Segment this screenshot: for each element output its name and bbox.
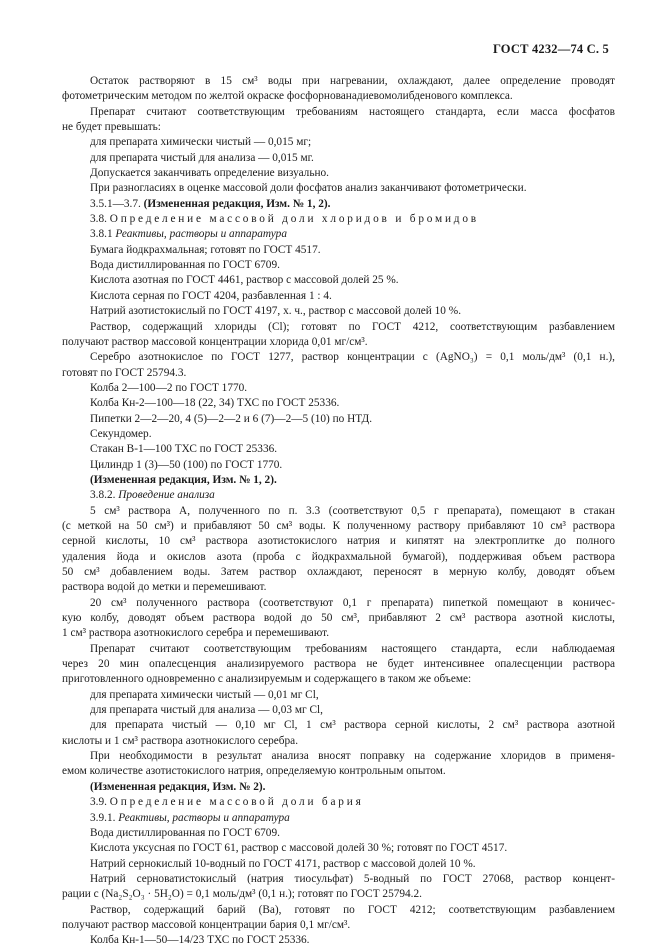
norm-item: для препарата чистый — 0,10 мг Cl, 1 см³ раствора серной кислоты, 2 см³ раствора азотной	[90, 719, 615, 732]
paragraph-line: При разногласиях в оценке массовой доли фосфатов анализ заканчивают фотометрически.	[90, 182, 527, 195]
page-header: ГОСТ 4232—74 С. 5	[492, 42, 609, 56]
reagent-item: Натрий серноватистокислый (натрия тиосульфат) 5-водный по ГОСТ 27068, раствор концент-	[90, 872, 615, 885]
paragraph-line: кислоты и 1 см³ раствора азотнокислого серебра.	[62, 734, 299, 747]
paragraph-line: для препарата чистый для анализа — 0,015 мг.	[90, 151, 314, 164]
reagent-item: Кислота серная по ГОСТ 4204, разбавленная 1 : 4.	[90, 289, 332, 302]
paragraph-line: серной кислоты, 10 см³ раствора азотистокислого натрия и кипятят на электроплитке до полного	[62, 535, 615, 548]
apparatus-item: Колба Кн-2—100—18 (22, 34) ТХС по ГОСТ 25336.	[90, 397, 340, 410]
section-title: Определение массовой доли хлоридов и бромидов	[109, 213, 479, 226]
subsection-heading	[62, 811, 615, 826]
paragraph-line: фотометрическим методом по желтой окраске фосфорнованадиевомолибденового комплекса.	[62, 90, 513, 103]
apparatus-item: Секундомер.	[90, 427, 152, 440]
apparatus-item: Колба 2—100—2 по ГОСТ 1770.	[90, 381, 248, 394]
subsection-heading	[62, 227, 615, 242]
section-heading	[62, 795, 615, 810]
subsection-title: Реактивы, растворы и аппаратура	[118, 811, 290, 824]
paragraph-line: через 20 мин опалесценция анализируемого раствора не будет интенсивнее опалесценции раствора	[62, 658, 615, 671]
reagent-item: Вода дистиллированная по ГОСТ 6709.	[90, 259, 280, 272]
clause-number: 3.5.1—3.7.	[90, 197, 141, 210]
paragraph-line: получают раствор массовой концентрации бария 0,1 мг/см³.	[62, 918, 351, 931]
amendment-note: (Измененная редакция, Изм. № 1, 2).	[90, 473, 277, 486]
apparatus-item: Цилиндр 1 (3)—50 (100) по ГОСТ 1770.	[90, 458, 283, 471]
paragraph-line: Препарат считают соответствующим требованиям настоящего стандарта, если наблюдаемая	[90, 642, 615, 655]
amendment-note: (Измененная редакция, Изм. № 2).	[90, 780, 266, 793]
amendment-note: (Измененная редакция, Изм. № 1, 2).	[143, 197, 331, 210]
paragraph-line: не будет превышать:	[62, 121, 161, 134]
subsection-title: Реактивы, растворы и аппаратура	[115, 228, 287, 241]
reagent-item: Вода дистиллированная по ГОСТ 6709.	[90, 826, 280, 839]
reagent-item: Кислота азотная по ГОСТ 4461, раствор с массовой долей 25 %.	[90, 274, 399, 287]
paragraph-line: кую колбу, доводят объем раствора водой до 50 см³, прибавляют 2 см³ раствора азотной кислоты,	[62, 612, 615, 625]
section-heading	[62, 212, 615, 227]
section-number: 3.8.	[90, 213, 107, 226]
paragraph-line: При необходимости в результат анализа вносят поправку на содержание хлоридов в применя-	[90, 750, 615, 763]
document-body	[62, 74, 615, 949]
apparatus-item: Пипетки 2—2—20, 4 (5)—2—2 и 6 (7)—2—5 (10) по НТД.	[90, 412, 373, 425]
reagent-item: Бумага йодкрахмальная; готовят по ГОСТ 4517.	[90, 243, 321, 256]
paragraph-line: Препарат считают соответствующим требованиям настоящего стандарта, если масса фосфатов	[90, 105, 615, 118]
paragraph-line: Раствор, содержащий барий (Ва), готовят по ГОСТ 4212; соответствующим разбавлением	[90, 903, 615, 916]
norm-item: для препарата химически чистый — 0,01 мг Cl,	[90, 688, 319, 701]
paragraph-line: 50 см³ добавлением воды. Затем раствор охлаждают, переносят в мерную колбу, доводят объем	[62, 566, 615, 578]
reagent-item: Кислота уксусная по ГОСТ 61, раствор с массовой долей 30 %; готовят по ГОСТ 4517.	[90, 842, 508, 855]
paragraph-line: 1 см³ раствора азотнокислого серебра и перемешивают.	[62, 627, 330, 640]
paragraph-line: приготовленного одновременно с анализируемым и содержащего в таком же объеме:	[62, 673, 472, 686]
subsection-number: 3.9.1.	[90, 811, 116, 824]
paragraph-line: Раствор, содержащий хлориды (Cl); готовят по ГОСТ 4212, соответствующим разбавлением	[90, 320, 615, 333]
paragraph-line: готовят по ГОСТ 25794.3.	[62, 366, 187, 379]
paragraph-line: Остаток растворяют в 15 см³ воды при нагревании, охлаждают, далее определение проводят	[90, 75, 615, 87]
reagent-item: Натрий азотистокислый по ГОСТ 4197, х. ч., раствор с массовой долей 10 %.	[90, 305, 462, 318]
section-number: 3.9.	[90, 796, 107, 809]
paragraph-line: Допускается заканчивать определение визуально.	[90, 167, 329, 180]
paragraph-line: рации с (Na₂S₂O₃ · 5H₂O) = 0,1 моль/дм³ (0,1 н.); готовят по ГОСТ 25794.2.	[62, 888, 422, 901]
paragraph-line: раствора водой до метки и перемешивают.	[62, 581, 267, 594]
paragraph-line: Серебро азотнокислое по ГОСТ 1277, раствор концентрации с (AgNO₃) = 0,1 моль/дм³ (0,1 н.),	[90, 351, 615, 364]
apparatus-item: Колба Кн-1—50—14/23 ТХС по ГОСТ 25336.	[90, 934, 310, 947]
subsection-heading	[62, 488, 615, 503]
paragraph-line: удаления йода и окислов азота (проба с йодкрахмальной бумагой), поддерживая объем раствора	[62, 550, 615, 563]
paragraph-line: получают раствор массовой концентрации хлорида 0,01 мг/см³.	[62, 335, 368, 348]
subsection-number: 3.8.1	[90, 228, 113, 241]
section-title: Определение массовой доли бария	[109, 796, 364, 809]
subsection-title: Проведение анализа	[118, 489, 215, 502]
paragraph-line: емом количестве азотистокислого натрия, определяемую контрольным опытом.	[62, 765, 446, 778]
subsection-number: 3.8.2.	[90, 489, 116, 502]
amendment-line	[62, 197, 615, 212]
apparatus-item: Стакан В-1—100 ТХС по ГОСТ 25336.	[90, 443, 278, 456]
reagent-item: Натрий сернокислый 10-водный по ГОСТ 4171, раствор с массовой долей 10 %.	[90, 857, 476, 870]
norm-item: для препарата чистый для анализа — 0,03 мг Cl,	[90, 704, 323, 717]
paragraph-line: для препарата химически чистый — 0,015 мг;	[90, 136, 312, 149]
paragraph-line: 20 см³ полученного раствора (соответствуют 0,1 г препарата) пипеткой помещают в коничес-	[90, 596, 615, 609]
paragraph-line: 5 см³ раствора А, полученного по п. 3.3 (соответствуют 0,5 г препарата), помещают в стакан	[90, 504, 615, 517]
paragraph-line: (с меткой на 50 см³) и прибавляют 50 см³ воды. К полученному раствору прибавляют 10 см³ раствора	[62, 519, 615, 532]
